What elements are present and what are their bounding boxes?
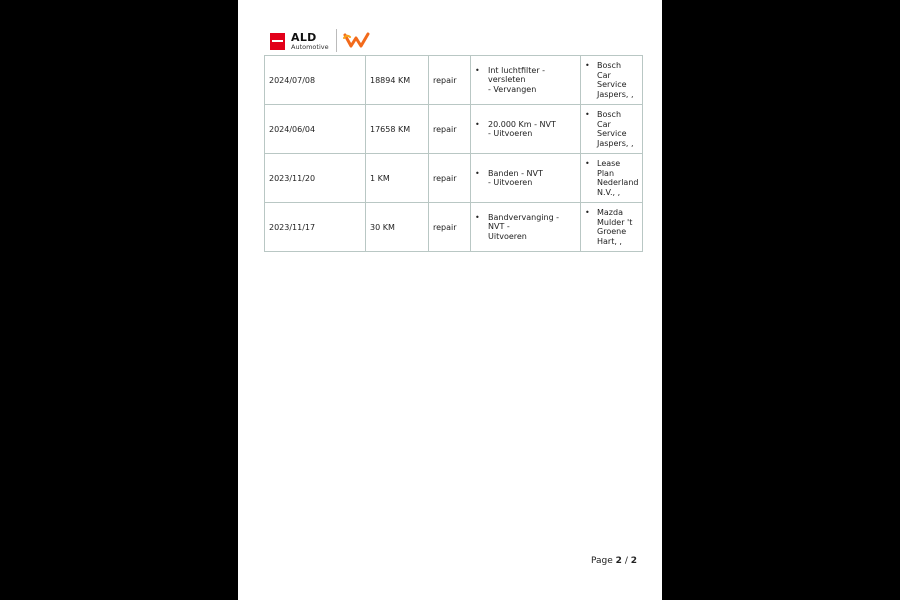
- bullet-icon: •: [585, 208, 590, 217]
- type-cell: [429, 154, 471, 203]
- document-page: [238, 0, 662, 600]
- mileage-text: 18894 KM: [370, 75, 411, 85]
- mileage-text: 30 KM: [370, 222, 395, 232]
- type-text: repair: [433, 124, 457, 134]
- type-text: repair: [433, 173, 457, 183]
- table-row: [265, 56, 643, 105]
- page-total: 2: [630, 556, 637, 566]
- work-text: 20.000 Km - NVT - Uitvoeren: [488, 119, 556, 138]
- bullet-icon: •: [585, 159, 590, 168]
- type-cell: [429, 56, 471, 105]
- date-cell: [265, 56, 366, 105]
- work-cell: [471, 105, 581, 154]
- dealer-text: Lease Plan Nederland N.V., ,: [597, 159, 639, 197]
- page-current: 2: [615, 556, 622, 566]
- table-row: [265, 105, 643, 154]
- date-cell: [265, 105, 366, 154]
- mileage-cell: [366, 154, 429, 203]
- dealer-text: Bosch Car Service Jaspers, ,: [597, 110, 634, 148]
- dealer-text: Mazda Mulder 't Groene Hart, ,: [597, 208, 633, 246]
- dealer-cell: [581, 56, 643, 105]
- work-cell: [471, 203, 581, 252]
- date-text: 2024/06/04: [269, 124, 316, 134]
- ald-logo-mark: [270, 33, 285, 50]
- bullet-icon: •: [585, 110, 590, 119]
- table-row: [265, 154, 643, 203]
- date-cell: [265, 203, 366, 252]
- table-row: [265, 203, 643, 252]
- ald-logo-name: ALD: [291, 31, 317, 44]
- type-text: repair: [433, 222, 457, 232]
- type-text: repair: [433, 75, 457, 85]
- ald-logo-sub: Automotive: [291, 43, 329, 51]
- type-cell: [429, 203, 471, 252]
- dealer-cell: [581, 105, 643, 154]
- dealer-cell: [581, 154, 643, 203]
- work-cell: [471, 56, 581, 105]
- dealer-w-logo-icon: [343, 32, 373, 49]
- date-cell: [265, 154, 366, 203]
- mileage-cell: [366, 56, 429, 105]
- bullet-icon: •: [475, 168, 480, 178]
- bullet-icon: •: [475, 119, 480, 129]
- date-text: 2024/07/08: [269, 75, 316, 85]
- type-cell: [429, 105, 471, 154]
- work-text: Banden - NVT - Uitvoeren: [488, 168, 543, 187]
- mileage-text: 1 KM: [370, 173, 390, 183]
- mileage-cell: [366, 203, 429, 252]
- page-separator: /: [624, 556, 628, 566]
- bullet-icon: •: [475, 65, 480, 75]
- date-text: 2023/11/20: [269, 173, 316, 183]
- mileage-text: 17658 KM: [370, 124, 411, 134]
- work-text: Int luchtfilter - versleten - Vervangen: [488, 65, 546, 94]
- work-cell: [471, 154, 581, 203]
- maintenance-history-table: [264, 55, 643, 252]
- dealer-cell: [581, 203, 643, 252]
- page-number: [591, 556, 637, 566]
- mileage-cell: [366, 105, 429, 154]
- ald-automotive-logo: [270, 32, 329, 51]
- logo-divider: [336, 29, 337, 52]
- work-text: Bandvervanging - NVT - Uitvoeren: [488, 212, 560, 241]
- bullet-icon: •: [585, 61, 590, 70]
- bullet-icon: •: [475, 212, 480, 222]
- date-text: 2023/11/17: [269, 222, 316, 232]
- page-label: Page: [591, 556, 613, 566]
- dealer-text: Bosch Car Service Jaspers, ,: [597, 61, 634, 99]
